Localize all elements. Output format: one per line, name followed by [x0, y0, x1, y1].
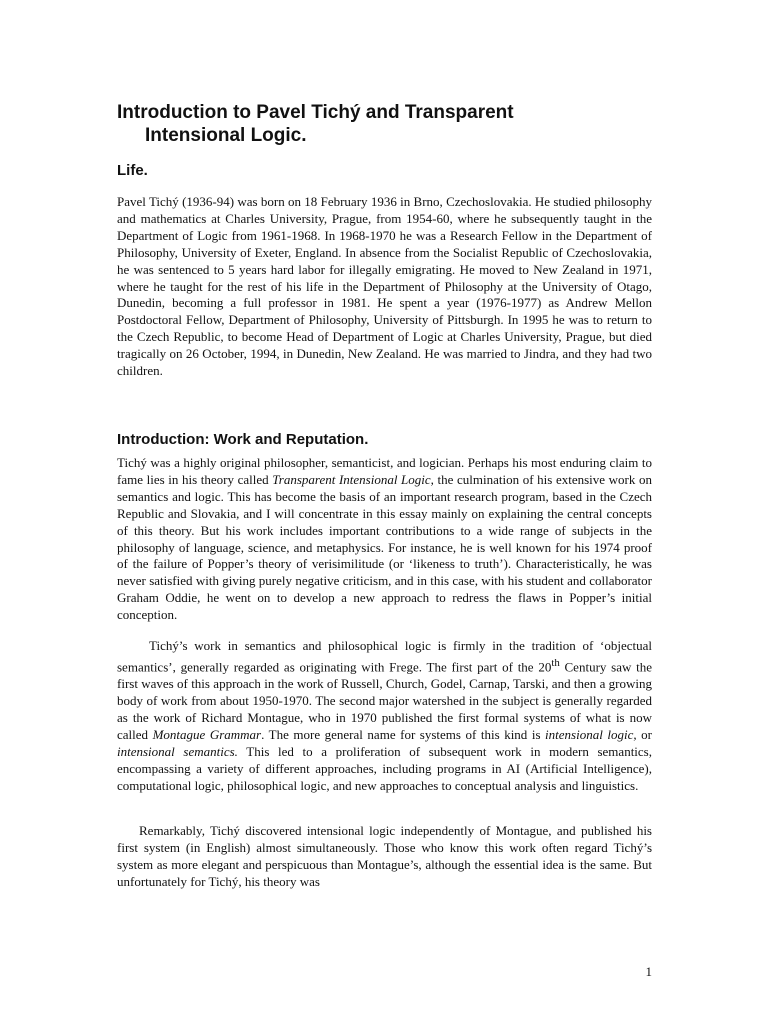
- page-number: 1: [645, 964, 652, 979]
- italic-term: intensional semantics.: [117, 743, 238, 759]
- document-title: [117, 101, 677, 147]
- text-run: Century saw the first waves of this approach in the work of Russell, Church, Godel, Carnap, Tarski, and then a growing body of work from about 1950-1970. The second major watershed in the subject is generally regarded as the work of Richard Montague, who in 1970 published the first formal systems of what is now called: [117, 659, 652, 742]
- intro-paragraph-3: Remarkably, Tichý discovered intensional logic independently of Montague, and published his first system (in English) almost simultaneously. Those who know this work often regard Tichý’s system as more elegant and perspicuous than Montague’s, although the essential idea is the same. But unfortunately for Tichý, his theory was: [117, 823, 652, 889]
- text-run: Tichý was a highly original philosopher, semanticist, and logician. Perhaps his most enduring claim to fame lies in his theory called: [117, 455, 652, 487]
- superscript: th: [551, 656, 560, 669]
- text-run: . The more general name for systems of this kind is: [261, 726, 546, 742]
- title-line-1: Introduction to Pavel Tichý and Transparent: [117, 102, 514, 123]
- italic-term: intensional logic,: [545, 726, 637, 742]
- italic-term: Montague Grammar: [152, 726, 262, 742]
- italic-term: Transparent Intensional Logic,: [272, 471, 434, 487]
- intro-paragraph-1: [117, 455, 652, 624]
- intro-paragraph-2: [117, 638, 652, 794]
- text-run: or: [636, 726, 652, 742]
- title-line-2: Intensional Logic.: [145, 125, 307, 146]
- section-heading-life: Life.: [117, 162, 148, 179]
- text-run: the culmination of his extensive work on semantics and logic. This has become the basis of an important research program, based in the Czech Republic and Slovakia, and I will concentrate in this essay mainly on explaining the central concepts of this theory. But his work includes important contributions to a wide range of subjects in the philosophy of language, science, and metaphysics. For instance, he is well known for his 1974 proof of the failure of Popper’s theory of verisimilitude (or ‘likeness to truth’). Characteristically, he was never satisfied with giving purely negative criticism, and in this case, with his student and collaborator Graham Oddie, he went on to develop a new approach to redress the flaws in Popper’s initial conception.: [117, 471, 653, 623]
- life-paragraph: Pavel Tichý (1936-94) was born on 18 February 1936 in Brno, Czechoslovakia. He studied philosophy and mathematics at Charles University, Prague, from 1954-60, where he subsequently taught in the Department of Logic from 1961-1968. In 1968-1970 he was a Research Fellow in the Department of Philosophy, University of Exeter, England. In absence from the Socialist Republic of Czechoslovakia, he was sentenced to 5 years hard labor for illegally emigrating. He moved to New Zealand in 1971, where he taught for the rest of his life in the Department of Philosophy at the University of Otago, Dunedin, becoming a full professor in 1981. He spent a year (1976-1977) as Andrew Mellon Postdoctoral Fellow, Department of Philosophy, University of Pittsburgh. In 1995 he was to return to the Czech Republic, to become Head of Department of Logic at Charles University, Prague, but died tragically on 26 October, 1994, in Dunedin, New Zealand. He was married to Jindra, and they had two children.: [117, 194, 652, 379]
- section-heading-introduction: Introduction: Work and Reputation.: [117, 431, 369, 448]
- text-run: This led to a proliferation of subsequent work in modern semantics, encompassing a variety of different approaches, including programs in AI (Artificial Intelligence), computational logic, philosophical logic, and new approaches to conceptual analysis and linguistics.: [117, 743, 652, 793]
- text-run: Tichý’s work in semantics and philosophical logic is firmly in the tradition of ‘objectual semantics’, generally regarded as originating with Frege. The first part of the 20: [117, 638, 652, 675]
